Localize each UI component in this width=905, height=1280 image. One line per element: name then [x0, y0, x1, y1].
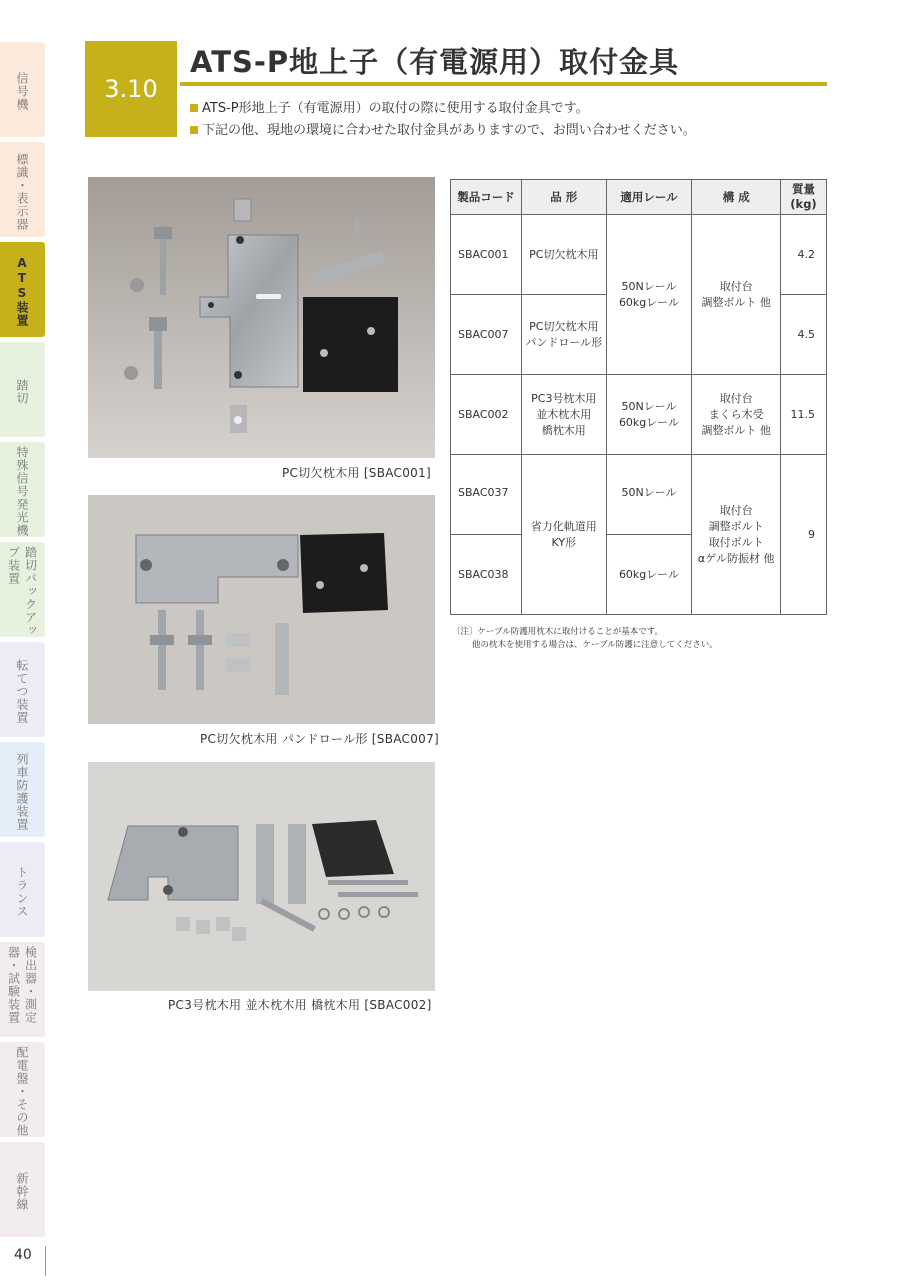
intro-text	[190, 98, 696, 142]
bullet-icon	[190, 104, 198, 112]
product-code-cell: SBAC001	[451, 215, 522, 295]
side-tab-switch[interactable]: 転てつ装置	[0, 642, 45, 737]
table-note	[452, 626, 718, 652]
column-header: 構 成	[692, 180, 781, 215]
intro-line: ATS-P形地上子（有電源用）の取付の際に使用する取付金具です。	[190, 98, 696, 120]
column-header: 適用レール	[606, 180, 692, 215]
rail-cell: 60kgレール	[606, 535, 692, 615]
spec-table	[450, 179, 827, 615]
table-row	[451, 215, 827, 295]
mass-cell: 9	[781, 455, 827, 615]
product-photo-sbac007	[88, 495, 435, 724]
column-header	[781, 180, 827, 215]
side-tab-signs[interactable]: 標識・表示器	[0, 142, 45, 237]
side-tab-detectors[interactable]: 検出器・測定器・試験装置	[0, 942, 45, 1037]
title-underline	[180, 82, 827, 86]
table-row	[451, 455, 827, 535]
side-tab-distribution[interactable]: 配電盤・その他	[0, 1042, 45, 1137]
config-cell: 取付台 まくら木受 調整ボルト 他	[692, 375, 781, 455]
rail-cell: 50Nレール 60kgレール	[606, 375, 692, 455]
mass-cell: 4.5	[781, 295, 827, 375]
product-name-cell: 省力化軌道用 KY形	[521, 455, 606, 615]
side-tab-transformer[interactable]: トランス	[0, 842, 45, 937]
side-tab-signal[interactable]: 信号機	[0, 42, 45, 137]
product-name-cell: PC3号枕木用 並木枕木用 橋枕木用	[521, 375, 606, 455]
side-tab-shinkansen[interactable]: 新幹線	[0, 1142, 45, 1237]
table-row	[451, 375, 827, 455]
product-photo-sbac001	[88, 177, 435, 458]
table-header-row	[451, 180, 827, 215]
section-number: 3.10	[104, 75, 158, 103]
config-cell: 取付台 調整ボルト 他	[692, 215, 781, 375]
mass-header: 質量 (kg)	[790, 182, 817, 211]
bullet-icon	[190, 126, 198, 134]
config-cell: 取付台 調整ボルト 取付ボルト αゲル防振材 他	[692, 455, 781, 615]
product-code-cell: SBAC037	[451, 455, 522, 535]
mass-cell: 4.2	[781, 215, 827, 295]
side-tab-train-protection[interactable]: 列車防護装置	[0, 742, 45, 837]
intro-line: 下記の他、現地の環境に合わせた取付金具がありますので、お問い合わせください。	[190, 120, 696, 142]
product-photo-sbac002	[88, 762, 435, 991]
product-name-cell: PC切欠枕木用	[521, 215, 606, 295]
rail-cell: 50Nレール	[606, 455, 692, 535]
product-code-cell: SBAC002	[451, 375, 522, 455]
side-tab-special-signal[interactable]: 特殊信号発光機	[0, 442, 45, 537]
rail-cell: 50Nレール 60kgレール	[606, 215, 692, 375]
page-number: 40	[14, 1247, 32, 1263]
photo-caption: PC3号枕木用 並木枕木用 橋枕木用 [SBAC002]	[168, 998, 432, 1012]
product-code-cell: SBAC007	[451, 295, 522, 375]
side-tab-crossing-backup[interactable]: 踏切バックアップ装置	[0, 542, 45, 637]
note-line: 〔注〕ケーブル防護用枕木に取付けることが基本です。	[452, 627, 664, 637]
note-line: 他の枕木を使用する場合は、ケーブル防護に注意してください。	[472, 640, 718, 650]
product-name-cell: PC切欠枕木用 パンドロール形	[521, 295, 606, 375]
column-header: 製品コード	[451, 180, 522, 215]
side-tab-ats[interactable]: ATS装置	[0, 242, 45, 337]
page-title: ATS-P地上子（有電源用）取付金具	[190, 45, 680, 79]
photo-caption: PC切欠枕木用 [SBAC001]	[282, 466, 432, 480]
column-header: 品 形	[521, 180, 606, 215]
photo-caption: PC切欠枕木用 パンドロール形 [SBAC007]	[200, 732, 439, 746]
product-code-cell: SBAC038	[451, 535, 522, 615]
side-tab-crossing[interactable]: 踏切	[0, 342, 45, 437]
mass-cell: 11.5	[781, 375, 827, 455]
page-number-divider	[45, 1246, 46, 1276]
section-number-badge	[85, 41, 177, 137]
